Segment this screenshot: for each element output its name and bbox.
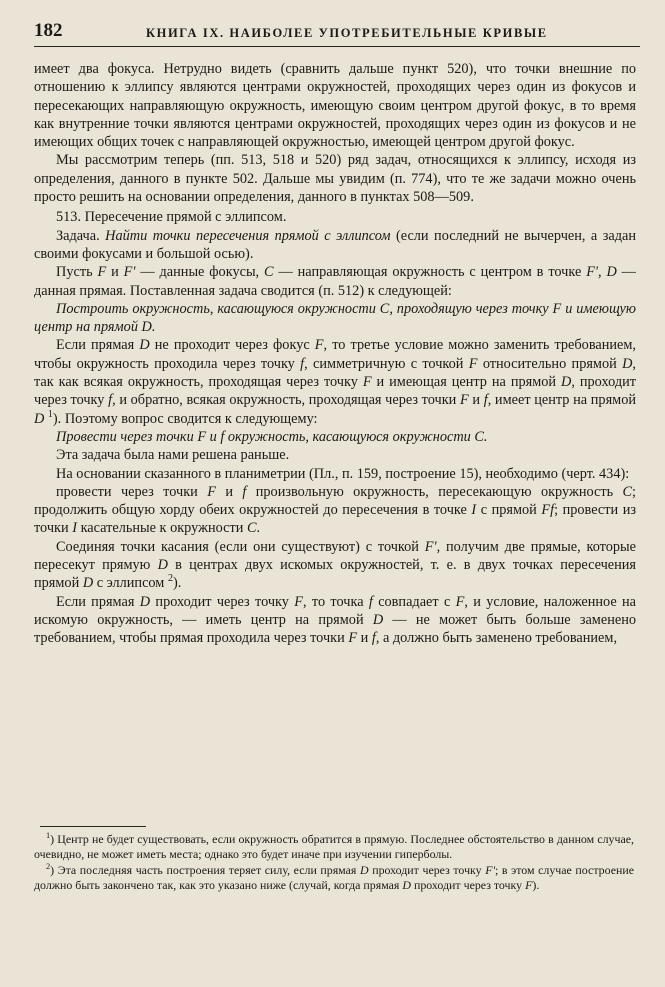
- page-number: 182: [34, 20, 63, 41]
- footnote-ref-1: 1: [47, 408, 53, 420]
- paragraph-12: Если прямая D проходит через точку F, то точка f совпадает с F, и условие, наложенное на искомую окружность, — иметь центр на прямой D — не может быть больше заменено требованием, чтобы прямая проходила через точки F и f, а должно быть заменено требованием,: [34, 593, 637, 647]
- paragraph-9: На основании сказанного в планиметрии (Пл., п. 159, построение 15), необходимо (черт. 434):: [56, 465, 630, 482]
- footnote-divider: [40, 826, 146, 827]
- page-header: [34, 20, 640, 47]
- paragraph-7-italic: Провести через точки F и f окружность, касающуюся окружности C.: [56, 428, 488, 445]
- footnote-2: $^2$) Эта последняя часть построения теряет силу, если прямая D проходит через точку F'; в этом случае построение должно быть закончено так, как это указано ниже (случай, когда прямая D проходит через точку F).: [34, 861, 634, 893]
- paragraph-10: провести через точки F и f произвольную окружность, пересекающую окружность C; продолжить общую хорду обеих окружностей до пересечения в точке I с прямой Ff; провести из точки I касательные к окружности C.: [34, 483, 637, 537]
- footnote-ref-2: 2: [167, 573, 173, 585]
- paragraph-1: имеет два фокуса. Нетрудно видеть (сравнить дальше пункт 520), что точки внешние по отношению к эллипсу являются центрами окружностей, проходящих через один из фокусов и пересекающих направляющую окружность, имеющую своим центром другой фокус, в то время как внутренние точки являются центрами окружностей, проходящих через один из фокусов и не имеющих общих точек с направляющей окружностью, имеющей центром другой фокус.: [34, 61, 636, 151]
- task-statement: Задача. Найти точки пересечения прямой с эллипсом (если последний не вычерчен, а задан своими фокусами и большой осью).: [34, 227, 637, 262]
- paragraph-8: Эта задача была нами решена раньше.: [56, 447, 290, 464]
- footnotes: [34, 832, 634, 894]
- main-text: [34, 60, 636, 648]
- paragraph-4: Пусть F и F' — данные фокусы, C — направляющая окружность с центром в точке F', D — данная прямая. Поставленная задача сводится (п. 512) к следующей:: [34, 264, 636, 299]
- footnote-1: $^1$) Центр не будет существовать, если окружность обратится в прямую. Последнее обстоятельство в данном случае, очевидно, не может иметь места; однако это будет иначе при изучении гиперболы.: [34, 831, 634, 862]
- section-heading: 513. Пересечение прямой с эллипсом.: [56, 209, 287, 226]
- paragraph-2: Мы рассмотрим теперь (пп. 513, 518 и 520) ряд задач, относящихся к эллипсу, исходя из определения, данного в пункте 502. Дальше мы увидим (п. 774), что те же задачи можно очень просто решить на основании определения, данного в пунктах 508—509.: [34, 152, 636, 206]
- running-head: КНИГА IX. НАИБОЛЕЕ УПОТРЕБИТЕЛЬНЫЕ КРИВЫЕ: [146, 26, 548, 40]
- paragraph-11: Соединяя точки касания (если они существуют) с точкой F', получим две прямые, которые пересекут прямую D в центрах двух искомых окружностей, т. е. в двух точках пересечения прямой D с эллипсом $^2$).: [34, 538, 637, 592]
- paragraph-5-italic: Построить окружность, касающуюся окружности C, проходящую через точку F и имеющую центр на прямой D.: [34, 300, 636, 336]
- paragraph-6: Если прямая D не проходит через фокус F, то третье условие можно заменить требованием, чтобы окружность проходила через точку f, симметричную с точкой F относительно прямой D, так как всякая окружность, проходящая через точку F и имеющая центр на прямой D, проходит через точку f, и обратно, всякая окружность, проходящая через точки F и f, имеет центр на прямой D $^1$). Поэтому вопрос сводится к следующему:: [34, 337, 636, 427]
